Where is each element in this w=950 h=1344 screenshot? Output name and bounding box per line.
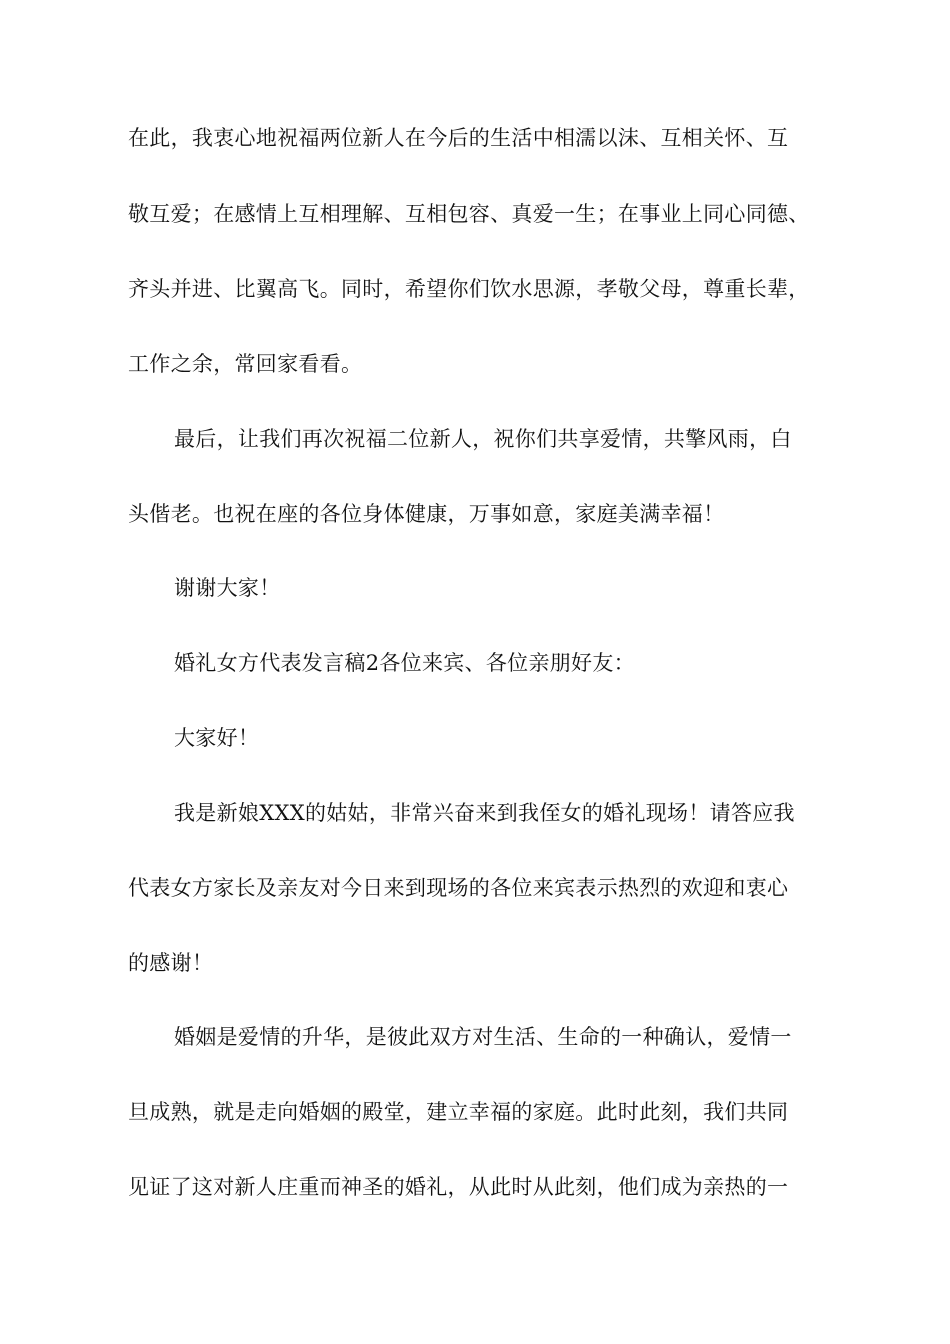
paragraph-line: 在此，我衷心地祝福两位新人在今后的生活中相濡以沫、互相关怀、互 <box>128 126 789 150</box>
paragraph-line: 我是新娘XXX的姑姑，非常兴奋来到我侄女的婚礼现场！请答应我 <box>174 801 795 825</box>
paragraph-line: 旦成熟，就是走向婚姻的殿堂，建立幸福的家庭。此时此刻，我们共同 <box>128 1100 789 1124</box>
paragraph-line: 工作之余，常回家看看。 <box>128 352 363 376</box>
paragraph-line: 最后，让我们再次祝福二位新人，祝你们共享爱情，共擎风雨，白 <box>174 427 792 451</box>
paragraph-line: 的感谢！ <box>128 951 214 975</box>
paragraph-line: 婚姻是爱情的升华，是彼此双方对生活、生命的一种确认，爱情一 <box>174 1025 792 1049</box>
paragraph-line: 敬互爱；在感情上互相理解、互相包容、真爱一生；在事业上同心同德、 <box>128 202 810 226</box>
section-heading: 婚礼女方代表发言稿2各位来宾、各位亲朋好友： <box>174 651 635 675</box>
paragraph-line: 齐头并进、比翼高飞。同时，希望你们饮水思源，孝敬父母，尊重长辈， <box>128 277 810 301</box>
paragraph-line: 谢谢大家！ <box>174 576 281 600</box>
paragraph-line: 头偕老。也祝在座的各位身体健康，万事如意，家庭美满幸福！ <box>128 502 725 526</box>
paragraph-line: 代表女方家长及亲友对今日来到现场的各位来宾表示热烈的欢迎和衷心 <box>128 876 789 900</box>
paragraph-line: 见证了这对新人庄重而神圣的婚礼，从此时从此刻，他们成为亲热的一 <box>128 1175 789 1199</box>
paragraph-line: 大家好！ <box>174 726 260 750</box>
